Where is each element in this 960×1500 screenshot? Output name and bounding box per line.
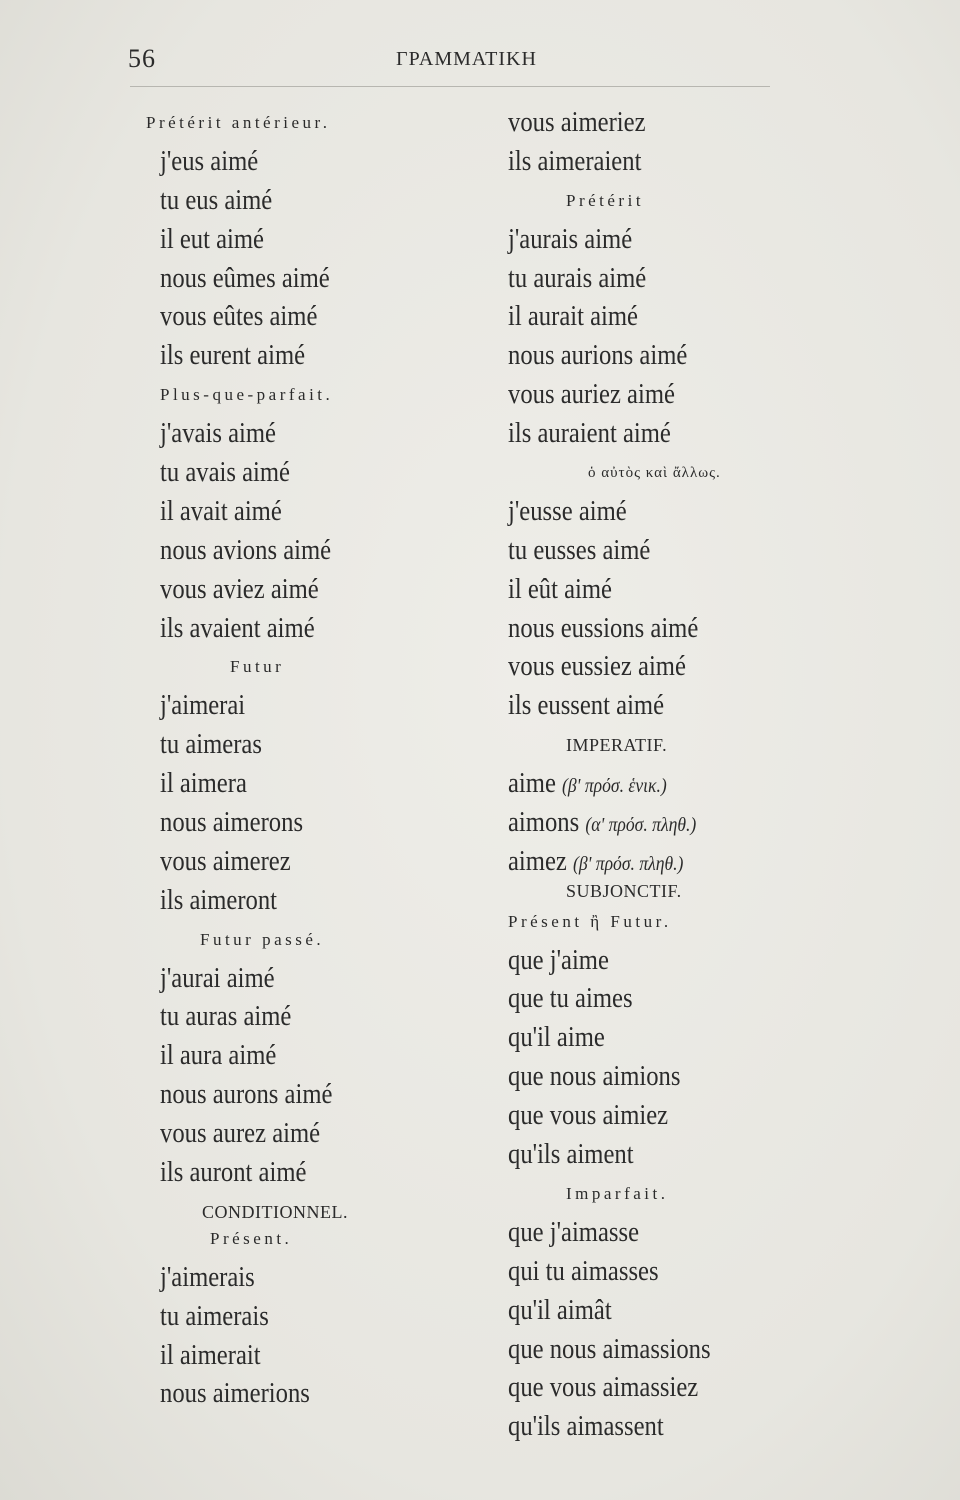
conjugation-line: qu'ils aimassent bbox=[508, 1411, 664, 1443]
conjugation-line: ils eussent aimé bbox=[508, 690, 665, 722]
left-column bbox=[146, 104, 490, 1414]
greek-gloss: (β' πρόσ. ἑνικ.) bbox=[562, 775, 667, 798]
conjugation-line: vous aimerez bbox=[160, 845, 291, 877]
conjugation-line: qu'il aimât bbox=[508, 1294, 612, 1326]
conjugation-line: nous eussions aimé bbox=[508, 612, 699, 644]
conjugation-line: ils avaient aimé bbox=[160, 612, 315, 644]
heading-preterit-anterieur: Prétérit antérieur. bbox=[146, 113, 331, 132]
imperative-verb: aime bbox=[508, 768, 556, 800]
conjugation-line: tu aimerais bbox=[160, 1300, 269, 1332]
conjugation-line: tu aurais aimé bbox=[508, 262, 647, 294]
conjugation-line: que j'aime bbox=[508, 944, 609, 976]
conjugation-line: j'eus aimé bbox=[160, 145, 259, 177]
conjugation-line: j'aimerais bbox=[160, 1261, 255, 1293]
conjugation-line: vous aurez aimé bbox=[160, 1118, 321, 1150]
conjugation-line: il eût aimé bbox=[508, 573, 613, 605]
conjugation-line: j'aurai aimé bbox=[160, 962, 275, 994]
imperative-line bbox=[508, 765, 798, 804]
conjugation-line: tu avais aimé bbox=[160, 457, 291, 489]
conjugation-line: ils auront aimé bbox=[160, 1157, 307, 1189]
header-rule bbox=[130, 86, 770, 87]
conjugation-line: vous aimeriez bbox=[508, 107, 646, 138]
conjugation-line: vous eûtes aimé bbox=[160, 301, 318, 333]
conjugation-line: j'eusse aimé bbox=[508, 495, 627, 527]
conjugation-line: ils aimeront bbox=[160, 884, 278, 916]
heading-plus-que-parfait: Plus-que-parfait. bbox=[160, 385, 334, 405]
conjugation-line: tu auras aimé bbox=[160, 1001, 292, 1033]
heading-preterit: Prétérit bbox=[566, 190, 645, 210]
conjugation-line: vous aviez aimé bbox=[160, 573, 319, 605]
conjugation-line: que nous aimions bbox=[508, 1061, 681, 1093]
conjugation-line: nous avions aimé bbox=[160, 534, 332, 566]
conjugation-line: tu eus aimé bbox=[160, 184, 273, 216]
conjugation-line: que tu aimes bbox=[508, 983, 633, 1015]
conjugation-line: nous aurions aimé bbox=[508, 340, 688, 372]
conjugation-line: qu'ils aiment bbox=[508, 1139, 634, 1171]
conjugation-line: il aurait aimé bbox=[508, 301, 638, 333]
imperative-verb: aimez bbox=[508, 845, 567, 877]
heading-present-futur: Présent ἢ Futur. bbox=[508, 911, 672, 931]
heading-imparfait: Imparfait. bbox=[566, 1183, 669, 1203]
imperative-line bbox=[508, 804, 798, 843]
conjugation-line: que vous aimassiez bbox=[508, 1372, 699, 1404]
conjugation-line: vous eussiez aimé bbox=[508, 651, 686, 683]
conjugation-line: il aimera bbox=[160, 768, 247, 800]
conjugation-line: il aimerait bbox=[160, 1339, 261, 1371]
conjugation-line: que nous aimassions bbox=[508, 1333, 711, 1365]
conjugation-line: tu aimeras bbox=[160, 729, 262, 761]
conjugation-line: qui tu aimasses bbox=[508, 1255, 659, 1287]
conjugation-line: nous aimerions bbox=[160, 1378, 310, 1410]
section-title-imperatif: IMPERATIF. bbox=[566, 735, 668, 756]
imperative-verb: aimons bbox=[508, 807, 580, 839]
conjugation-line: que j'aimasse bbox=[508, 1216, 640, 1248]
section-title-conditionnel: CONDITIONNEL. bbox=[202, 1201, 348, 1222]
heading-futur: Futur bbox=[230, 657, 285, 677]
conjugation-line: il aura aimé bbox=[160, 1040, 277, 1072]
conjugation-line: nous aimerons bbox=[160, 807, 304, 839]
conjugation-line: ils eurent aimé bbox=[160, 340, 306, 372]
conjugation-line: nous eûmes aimé bbox=[160, 262, 330, 294]
conjugation-line: que vous aimiez bbox=[508, 1100, 669, 1132]
section-title-subjonctif: SUBJONCTIF. bbox=[566, 880, 682, 901]
imperative-line bbox=[508, 843, 798, 882]
right-column bbox=[508, 104, 838, 1447]
page-header bbox=[0, 44, 960, 84]
conjugation-line: nous aurons aimé bbox=[160, 1079, 333, 1111]
conjugation-line: tu eusses aimé bbox=[508, 534, 651, 566]
page-number: 56 bbox=[128, 44, 156, 73]
conjugation-line: j'aimerai bbox=[160, 690, 246, 722]
heading-present: Présent. bbox=[210, 1228, 293, 1248]
conjugation-line: vous auriez aimé bbox=[508, 379, 675, 411]
conjugation-line: il eut aimé bbox=[160, 223, 265, 255]
conjugation-line: il avait aimé bbox=[160, 495, 282, 527]
greek-gloss: (α' πρόσ. πληθ.) bbox=[585, 814, 697, 837]
conjugation-line: ils aimeraient bbox=[508, 145, 642, 177]
heading-futur-passe: Futur passé. bbox=[200, 929, 325, 949]
conjugation-line: qu'il aime bbox=[508, 1022, 605, 1054]
greek-gloss: (β' πρόσ. πληθ.) bbox=[572, 852, 684, 875]
conjugation-line: j'aurais aimé bbox=[508, 223, 633, 255]
greek-note-autrement: ὁ αὐτὸς καὶ ἄλλως. bbox=[588, 465, 721, 482]
conjugation-line: ils auraient aimé bbox=[508, 418, 671, 450]
conjugation-line: j'avais aimé bbox=[160, 418, 276, 450]
running-title: ΓΡΑΜΜΑΤΙΚΗ bbox=[396, 48, 537, 70]
